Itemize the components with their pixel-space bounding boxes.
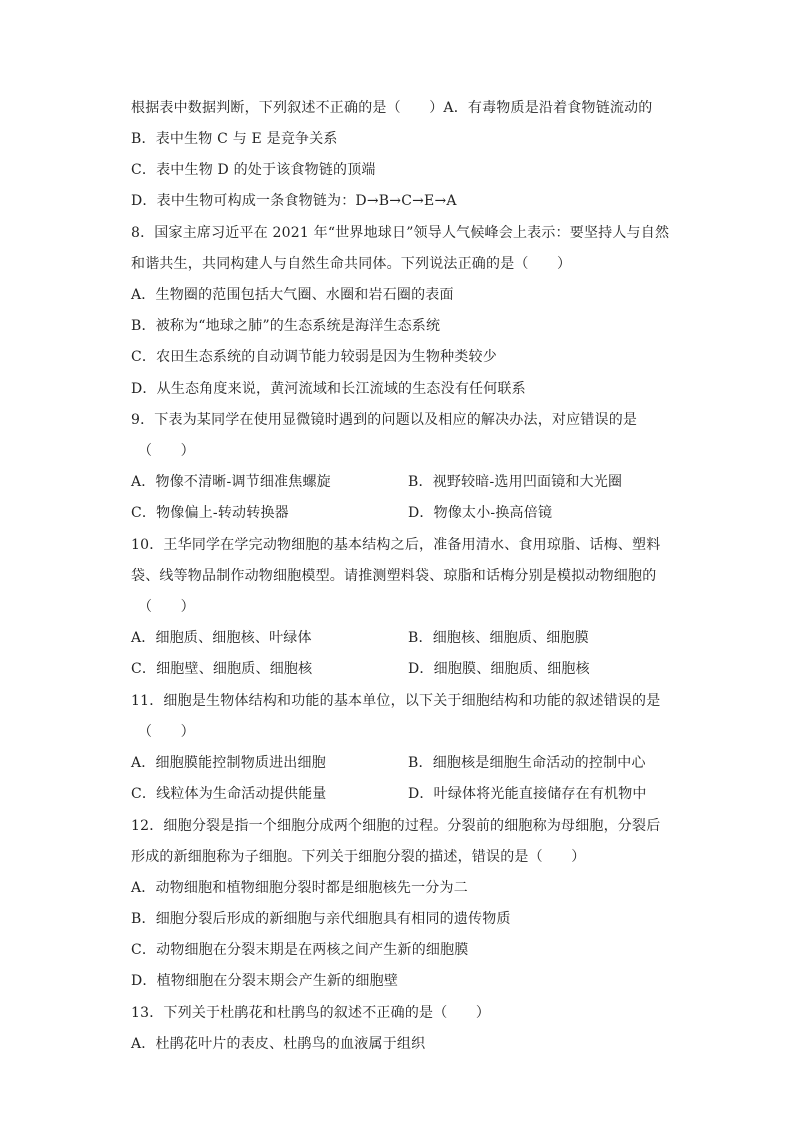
q10-stem-line2: 袋、线等物品制作动物细胞模型。请推测塑料袋、琼脂和话梅分别是模拟动物细胞的	[131, 568, 657, 584]
q13-stem: 13．下列关于杜鹃花和杜鹃鸟的叙述不正确的是（ ）	[131, 1005, 491, 1021]
q9-option-c: C．物像偏上-转动转换器	[131, 505, 289, 521]
q7-option-d: D．表中生物可构成一条食物链为：D→B→C→E→A	[131, 193, 457, 209]
q11-option-b: B．细胞核是细胞生命活动的控制中心	[408, 755, 646, 771]
q11-stem-line1: 11．细胞是生物体结构和功能的基本单位，以下关于细胞结构和功能的叙述错误的是	[131, 693, 661, 709]
q7-option-b: B．表中生物 C 与 E 是竞争关系	[131, 131, 338, 147]
q11-answer-blank: （ ）	[138, 724, 195, 740]
q12-option-a: A．动物细胞和植物细胞分裂时都是细胞核先一分为二	[131, 880, 468, 896]
q10-option-c: C．细胞壁、细胞质、细胞核	[131, 661, 313, 677]
q9-answer-blank: （ ）	[138, 443, 195, 459]
q7-stem: 根据表中数据判断，下列叙述不正确的是（ ）A．有毒物质是沿着食物链流动的	[131, 100, 653, 116]
q8-stem-line2: 和谐共生，共同构建人与自然生命共同体。下列说法正确的是（ ）	[131, 256, 572, 272]
q11-option-d: D．叶绿体将光能直接储存在有机物中	[408, 786, 647, 802]
q8-option-d: D．从生态角度来说，黄河流域和长江流域的生态没有任何联系	[131, 381, 526, 397]
q8-option-b: B．被称为“地球之肺”的生态系统是海洋生态系统	[131, 318, 441, 334]
q10-option-d: D．细胞膜、细胞质、细胞核	[408, 661, 590, 677]
q12-option-c: C．动物细胞在分裂末期是在两核之间产生新的细胞膜	[131, 942, 469, 958]
q10-answer-blank: （ ）	[138, 599, 195, 615]
q10-option-b: B．细胞核、细胞质、细胞膜	[408, 630, 589, 646]
q10-stem-line1: 10．王华同学在学完动物细胞的基本结构之后，准备用清水、食用琼脂、话梅、塑料	[131, 537, 661, 553]
q12-option-d: D．植物细胞在分裂末期会产生新的细胞壁	[131, 973, 399, 989]
q11-option-c: C．线粒体为生命活动提供能量	[131, 786, 327, 802]
q8-option-a: A．生物圈的范围包括大气圈、水圈和岩石圈的表面	[131, 287, 454, 303]
q12-option-b: B．细胞分裂后形成的新细胞与亲代细胞具有相同的遗传物质	[131, 911, 511, 927]
q9-option-b: B．视野较暗-选用凹面镜和大光圈	[408, 474, 623, 490]
q7-option-c: C．表中生物 D 的处于该食物链的顶端	[131, 162, 376, 178]
q13-option-a: A．杜鹃花叶片的表皮、杜鹃鸟的血液属于组织	[131, 1036, 426, 1052]
q12-stem-line1: 12．细胞分裂是指一个细胞分成两个细胞的过程。分裂前的细胞称为母细胞，分裂后	[131, 818, 661, 834]
q9-option-a: A．物像不清晰-调节细准焦螺旋	[131, 474, 331, 490]
q10-option-a: A．细胞质、细胞核、叶绿体	[131, 630, 312, 646]
q9-option-d: D．物像太小-换高倍镜	[408, 505, 553, 521]
q9-stem-line1: 9．下表为某同学在使用显微镜时遇到的问题以及相应的解决办法，对应错误的是	[131, 412, 638, 428]
q8-stem-line1: 8．国家主席习近平在 2021 年“世界地球日”领导人气候峰会上表示：要坚持人与自然	[131, 225, 670, 241]
q11-option-a: A．细胞膜能控制物质进出细胞	[131, 755, 326, 771]
q12-stem-line2: 形成的新细胞称为子细胞。下列关于细胞分裂的描述，错误的是（ ）	[131, 849, 586, 865]
q8-option-c: C．农田生态系统的自动调节能力较弱是因为生物种类较少	[131, 349, 497, 365]
